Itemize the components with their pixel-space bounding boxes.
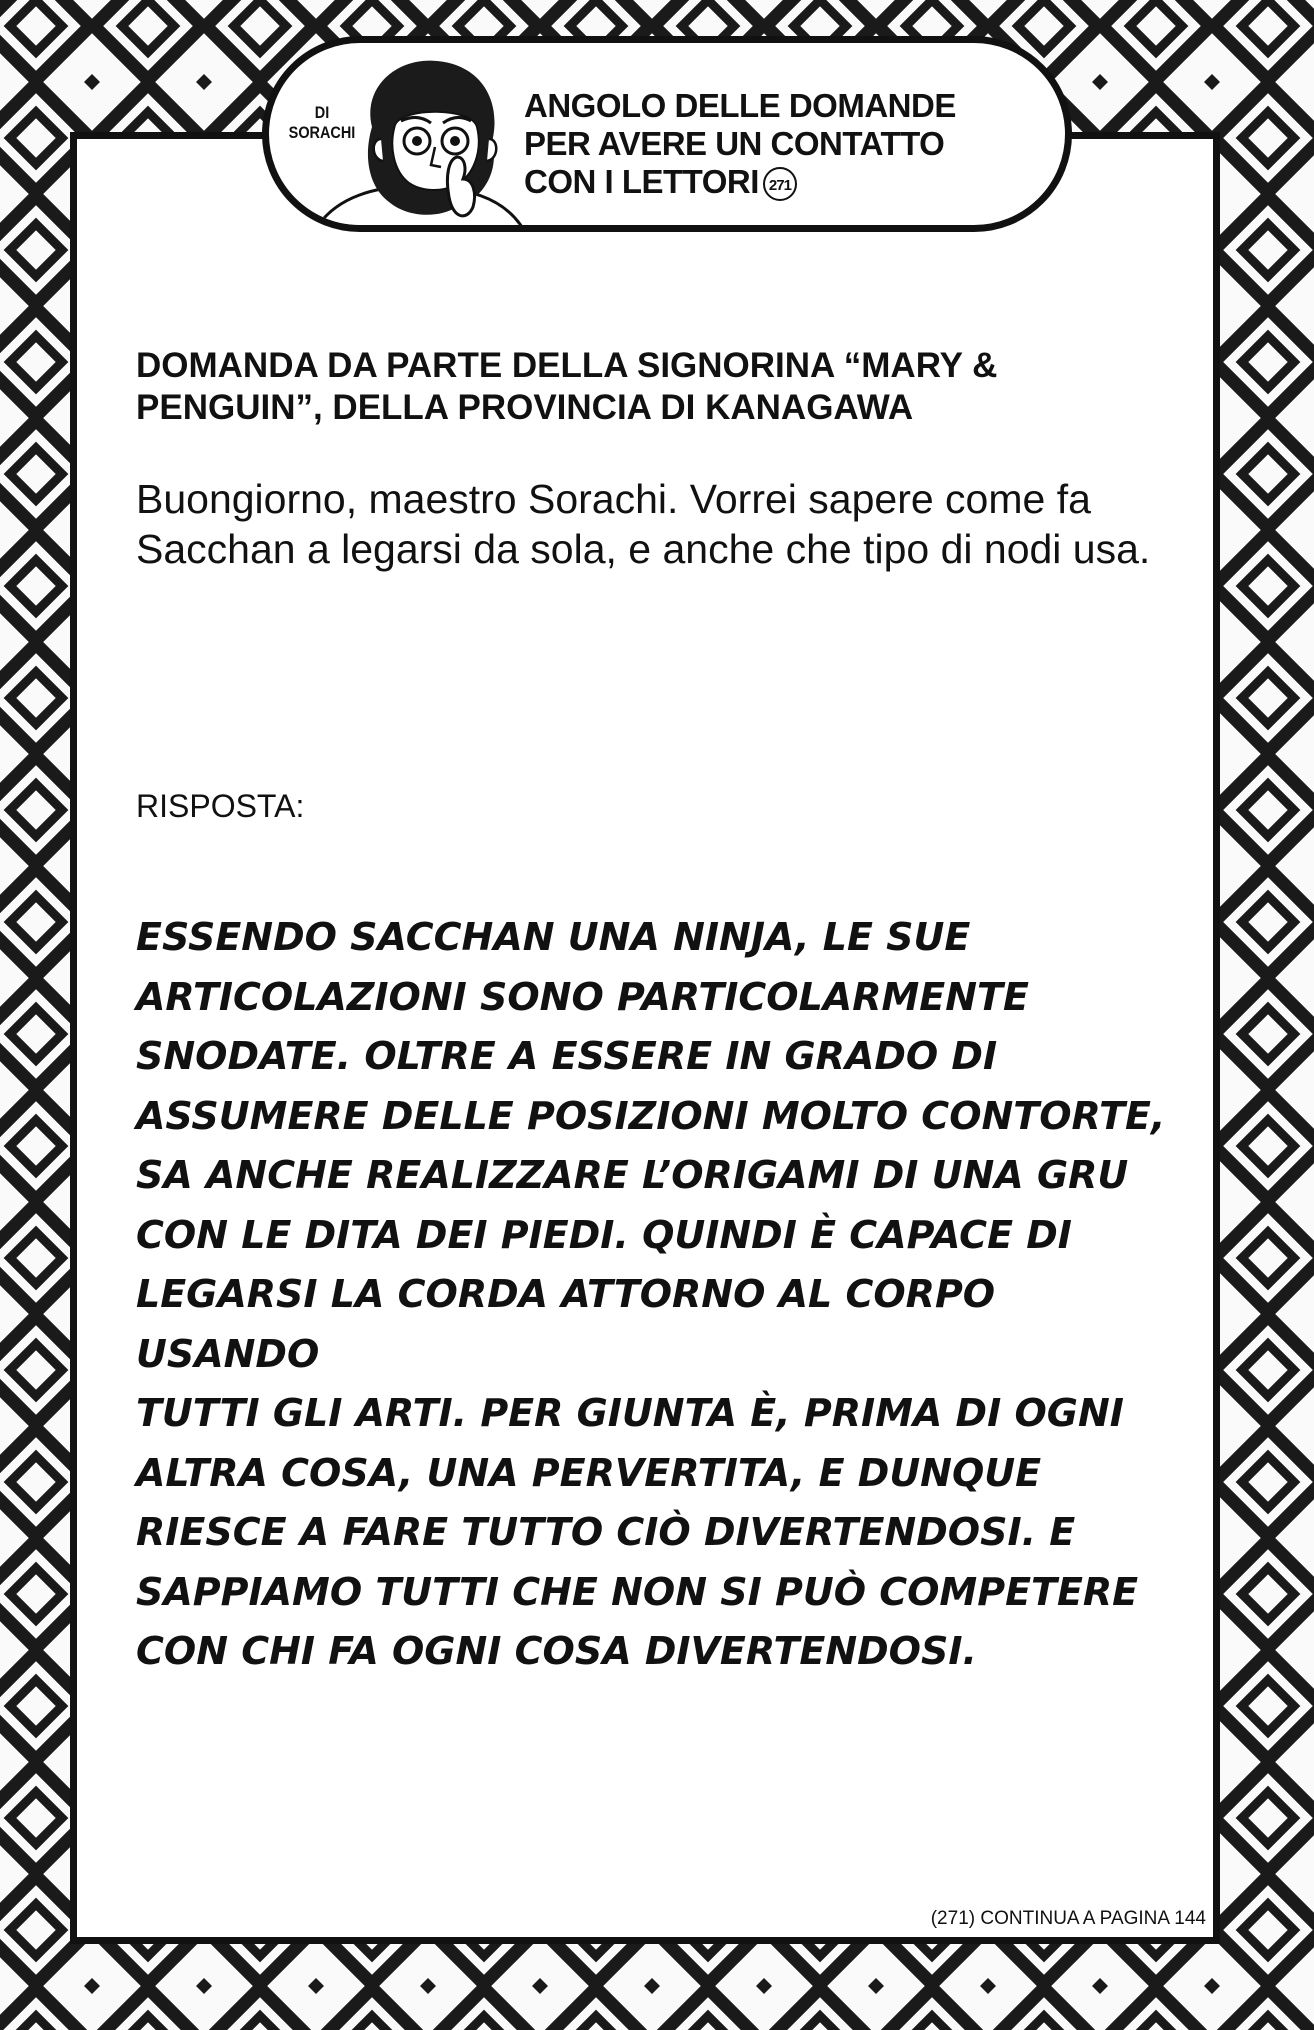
header-title-line1: ANGOLO DELLE DOMANDE (524, 87, 956, 124)
author-corner-label-line1: DI (314, 103, 330, 122)
author-corner-label (284, 103, 361, 143)
header-title-line3 (524, 163, 1064, 201)
answer-body: ESSENDO SACCHAN UNA NINJA, LE SUE ARTICOLAZIONI SONO PARTICOLARMENTE SNODATE. OLTRE A ESSERE IN GRADO DI ASSUMERE DELLE POSIZIONI MOLTO CONTORTE, SA ANCHE REALIZZARE L’ORIGAMI DI UNA GRU CON LE DITA DEI PIEDI. QUINDI È CAPACE DI LEGARSI LA CORDA ATTORNO AL CORPO USANDO TUTTI GLI ARTI. PER GIUNTA È, PRIMA DI OGNI ALTRA COSA, UNA PERVERTITA, E DUNQUE RIESCE A FARE TUTTO CIÒ DIVERTENDOSI. E SAPPIAMO TUTTI CHE NON SI PUÒ COMPETERE CON CHI FA OGNI COSA DIVERTENDOSI. (136, 915, 1166, 1673)
answer-label: RISPOSTA: (136, 788, 305, 824)
continuation-note: (271) CONTINUA A PAGINA 144 (930, 1908, 1206, 1929)
issue-number-badge: 271 (763, 167, 797, 201)
header-title-line3-text: CON I LETTORI (524, 163, 759, 200)
header-title-line2: PER AVERE UN CONTATTO (524, 125, 945, 162)
header-title (524, 87, 1064, 201)
question-body: Buongiorno, maestro Sorachi. Vorrei sapere come fa Sacchan a legarsi da sola, e anche che tipo di nodi usa. (136, 476, 1151, 572)
question-heading: DOMANDA DA PARTE DELLA SIGNORINA “MARY & PENGUIN”, DELLA PROVINCIA DI KANAGAWA (136, 346, 998, 427)
author-corner-label-line2: SORACHI (288, 123, 356, 142)
header-banner (262, 36, 1072, 232)
